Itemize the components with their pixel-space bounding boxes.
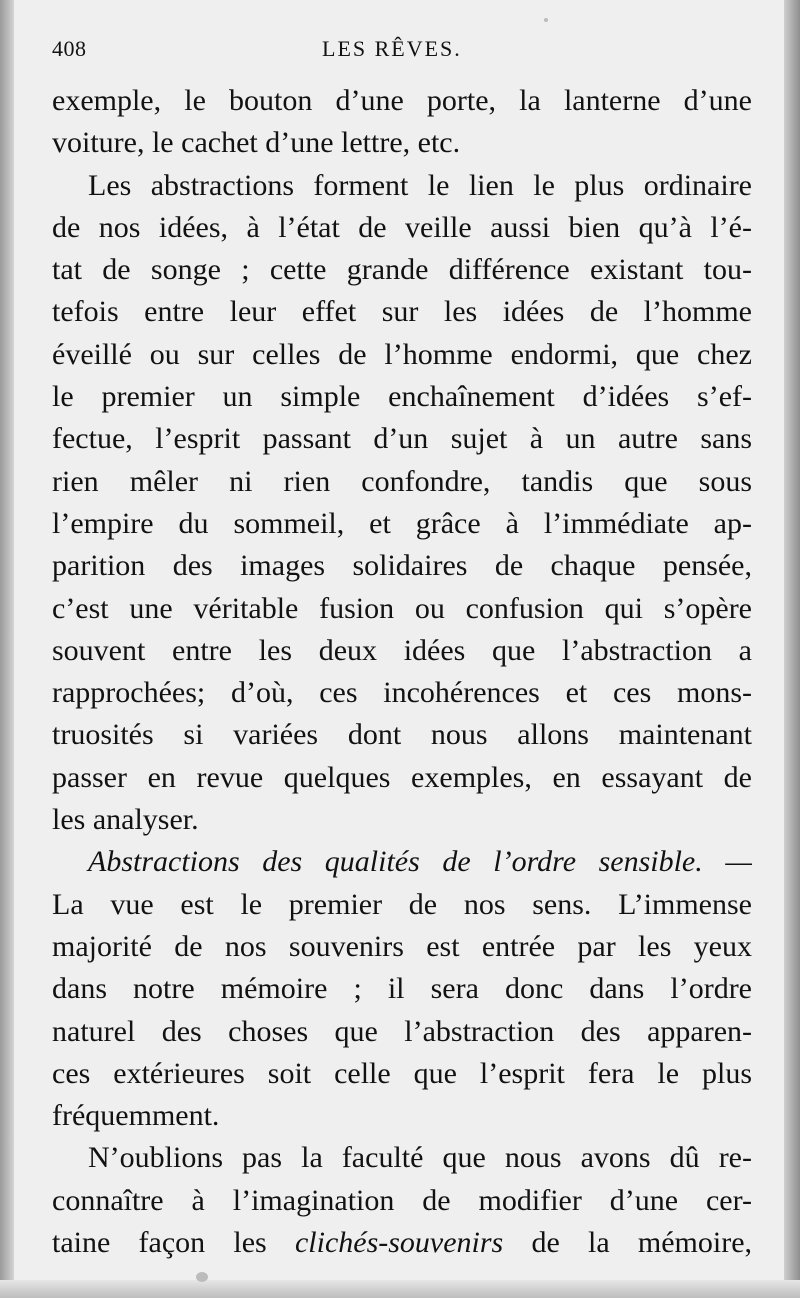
text-line: rapprochées; d’où, ces incohérences et ces mons- xyxy=(52,676,752,710)
text-line: La vue est le premier de nos sens. L’immense xyxy=(52,887,752,921)
text-line: exemple, le bouton d’une porte, la lanterne d’une xyxy=(52,84,752,117)
page-bottom-edge-shadow xyxy=(0,1280,800,1298)
section-heading: Abstractions des qualités de l’ordre sensible. — xyxy=(88,845,752,879)
final-line-after: de la mémoire, xyxy=(531,1226,752,1260)
text-line: tefois entre leur effet sur les idées de l’homme xyxy=(52,295,752,329)
text-line: rien mêler ni rien confondre, tandis que sous xyxy=(52,464,752,498)
text-line: les analyser. xyxy=(52,803,199,837)
text-line: Les abstractions forment le lien le plus ordinaire xyxy=(88,168,752,202)
running-title: LES RÊVES. xyxy=(322,36,462,61)
text-line: de nos idées, à l’état de veille aussi bien qu’à l’é- xyxy=(52,210,752,244)
text-line: fréquemment. xyxy=(52,1099,220,1133)
page-left-edge-shadow xyxy=(0,0,14,1298)
page-right-edge-shadow xyxy=(784,0,800,1298)
text-line-final xyxy=(52,1222,752,1264)
text-line: souvent entre les deux idées que l’abstraction a xyxy=(52,633,752,667)
text-line: passer en revue quelques exemples, en essayant de xyxy=(52,760,752,794)
final-line-italic-term: clichés-souvenirs xyxy=(294,1226,504,1260)
text-line: l’empire du sommeil, et grâce à l’immédiate ap- xyxy=(52,506,752,540)
running-header xyxy=(52,36,752,76)
text-line: dans notre mémoire ; il sera donc dans l’ordre xyxy=(52,972,752,1006)
text-line: connaître à l’imagination de modifier d’une cer- xyxy=(52,1183,752,1217)
text-line: truosités si variées dont nous allons maintenant xyxy=(52,718,752,752)
text-line: N’oublions pas la faculté que nous avons dû re- xyxy=(88,1141,752,1175)
text-line: c’est une véritable fusion ou confusion qui s’opère xyxy=(52,591,752,625)
text-line: parition des images solidaires de chaque pensée, xyxy=(52,549,752,583)
text-line: naturel des choses que l’abstraction des apparen- xyxy=(52,1014,752,1048)
paper-speck xyxy=(196,1272,208,1282)
text-line: tat de songe ; cette grande différence existant tou- xyxy=(52,253,752,287)
text-line: le premier un simple enchaînement d’idées s’ef- xyxy=(52,380,752,414)
paper-speck xyxy=(544,18,548,22)
final-line-before: taine façon les xyxy=(52,1226,267,1260)
text-line: voiture, le cachet d’une lettre, etc. xyxy=(52,126,461,160)
text-line: ces extérieures soit celle que l’esprit fera le plus xyxy=(52,1056,752,1090)
page-number: 408 xyxy=(52,36,87,61)
text-line: majorité de nos souvenirs est entrée par les yeux xyxy=(52,929,752,963)
text-line: fectue, l’esprit passant d’un sujet à un autre sans xyxy=(52,422,752,456)
body-text xyxy=(52,80,752,1264)
text-line: éveillé ou sur celles de l’homme endormi, que chez xyxy=(52,337,752,371)
